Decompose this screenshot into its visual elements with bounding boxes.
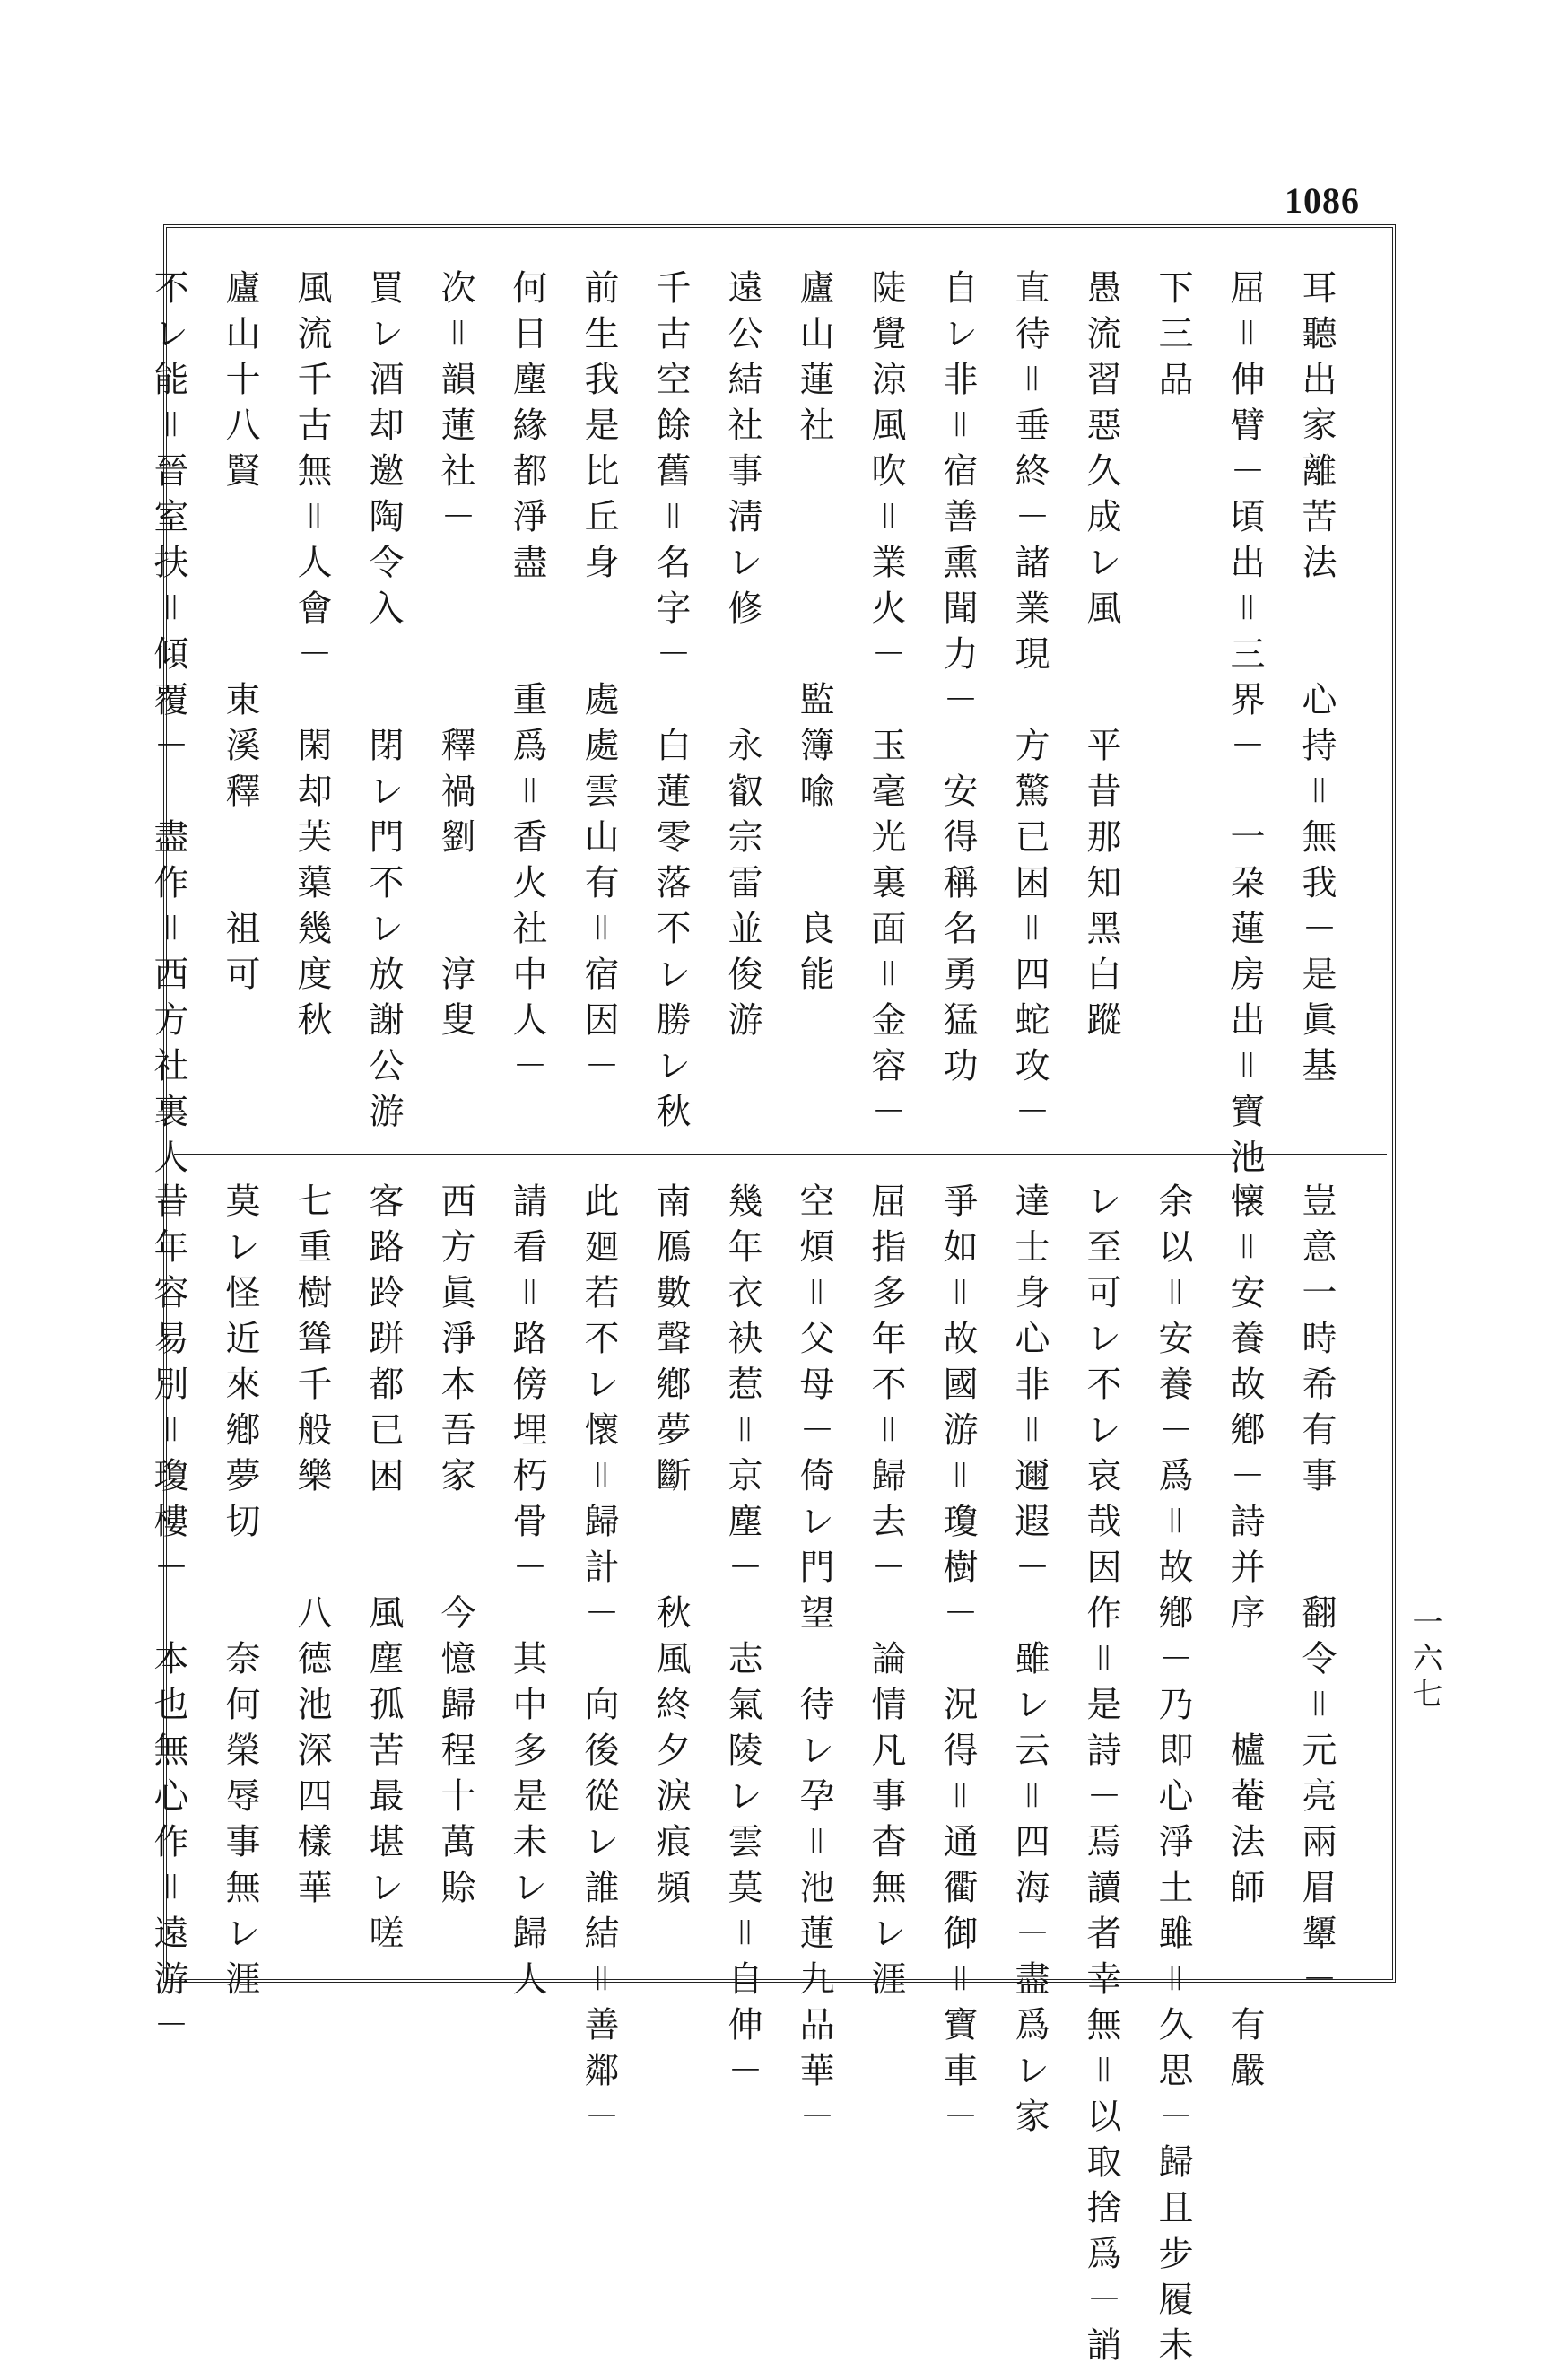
upper-col-09: 遠公結社事淸レ修 永叡宗雷並俊游 bbox=[722, 269, 762, 1047]
lower-col-11: 此廻若不レ懷＝歸計－ 向後從レ誰結＝善鄰－ bbox=[579, 1182, 619, 2143]
lower-col-06: 爭如＝故國游＝瓊樹－ 況得＝通衢御＝寶車－ bbox=[937, 1182, 978, 2143]
lower-col-15: 七重樹聳千般樂 八德池深四樣華 bbox=[292, 1182, 332, 1914]
lower-col-14: 客路跉跰都已困 風塵孤苦最堪レ嗟 bbox=[363, 1182, 404, 1960]
upper-col-05: 直待＝垂終－諸業現 方驚已困＝四蛇攻－ bbox=[1009, 269, 1050, 1138]
lower-col-12: 請看＝路傍埋朽骨－ 其中多是未レ歸人 bbox=[507, 1182, 547, 2006]
upper-col-03: 下三品 bbox=[1153, 269, 1193, 406]
upper-col-12: 何日塵緣都淨盡 重爲＝香火社中人－ bbox=[507, 269, 547, 1093]
lower-col-08: 空煩＝父母－倚レ門望 待レ孕＝池蓮九品華－ bbox=[794, 1182, 834, 2143]
upper-col-17: 不レ能＝晉室扶＝傾覆－ 盡作＝西方社裏人－ bbox=[148, 269, 188, 1230]
upper-col-06: 自レ非＝宿善熏聞力－ 安得稱名勇猛功 bbox=[937, 269, 978, 1093]
lower-col-17: 昔年容易別＝瓊樓－ 本也無心作＝遠游－ bbox=[148, 1182, 188, 2052]
lower-col-02: 懷＝安養故鄕－詩并序 櫨菴法師 有嚴 bbox=[1224, 1182, 1265, 2097]
upper-col-08: 廬山蓮社 監簿喩 良能 bbox=[794, 269, 834, 1001]
lower-col-10: 南鴈數聲鄕夢斷 秋風終夕淚痕頻 bbox=[650, 1182, 691, 1914]
upper-col-16: 廬山十八賢 東溪釋 祖可 bbox=[220, 269, 260, 1001]
lower-col-16: 莫レ怪近來鄕夢切 奈何榮辱事無レ涯 bbox=[220, 1182, 260, 2006]
register-divider bbox=[174, 1154, 1387, 1155]
upper-col-02: 屈＝伸臂－頃出＝三界－ 一朶蓮房出＝寶池－ bbox=[1224, 269, 1265, 1230]
lower-col-05: 達士身心非＝邇遐－ 雖レ云＝四海－盡爲レ家 bbox=[1009, 1182, 1050, 2143]
lower-col-03: 余以＝安養－爲＝故鄕－乃即心淨土雖＝久思－歸且步履未 bbox=[1153, 1182, 1193, 2372]
upper-col-04: 愚流習惡久成レ風 平昔那知黑白蹤 bbox=[1081, 269, 1121, 1047]
folio-number: 一六七 bbox=[1407, 1606, 1442, 1714]
upper-col-01: 耳聽出家離苦法 心持＝無我－是眞基 bbox=[1296, 269, 1337, 1093]
upper-col-13: 次＝韻蓮社－ 釋禍劉 淳叟 bbox=[435, 269, 475, 1047]
upper-col-14: 買レ酒却邀陶令入 閉レ門不レ放謝公游 bbox=[363, 269, 404, 1138]
lower-col-01: 豈意一時希有事 翻令＝元亮兩眉顰－ bbox=[1296, 1182, 1337, 2006]
page-number: 1086 bbox=[1285, 180, 1360, 221]
lower-col-04: レ至可レ不レ哀哉因作＝是詩－焉讀者幸無＝以取捨爲－誚 bbox=[1081, 1182, 1121, 2372]
lower-col-13: 西方眞淨本吾家 今憶歸程十萬賒 bbox=[435, 1182, 475, 1914]
upper-col-07: 陡覺涼風吹＝業火－ 玉毫光裏面＝金容－ bbox=[866, 269, 906, 1138]
upper-col-11: 前生我是比丘身 處處雲山有＝宿因－ bbox=[579, 269, 619, 1093]
upper-col-10: 千古空餘舊＝名字－ 白蓮零落不レ勝レ秋 bbox=[650, 269, 691, 1138]
lower-col-07: 屈指多年不＝歸去－ 論情凡事杳無レ涯 bbox=[866, 1182, 906, 2006]
lower-col-09: 幾年衣袂惹＝京塵－ 志氣陵レ雲莫＝自伸－ bbox=[722, 1182, 762, 2097]
upper-col-15: 風流千古無＝人會－ 閑却芙蕖幾度秋 bbox=[292, 269, 332, 1047]
